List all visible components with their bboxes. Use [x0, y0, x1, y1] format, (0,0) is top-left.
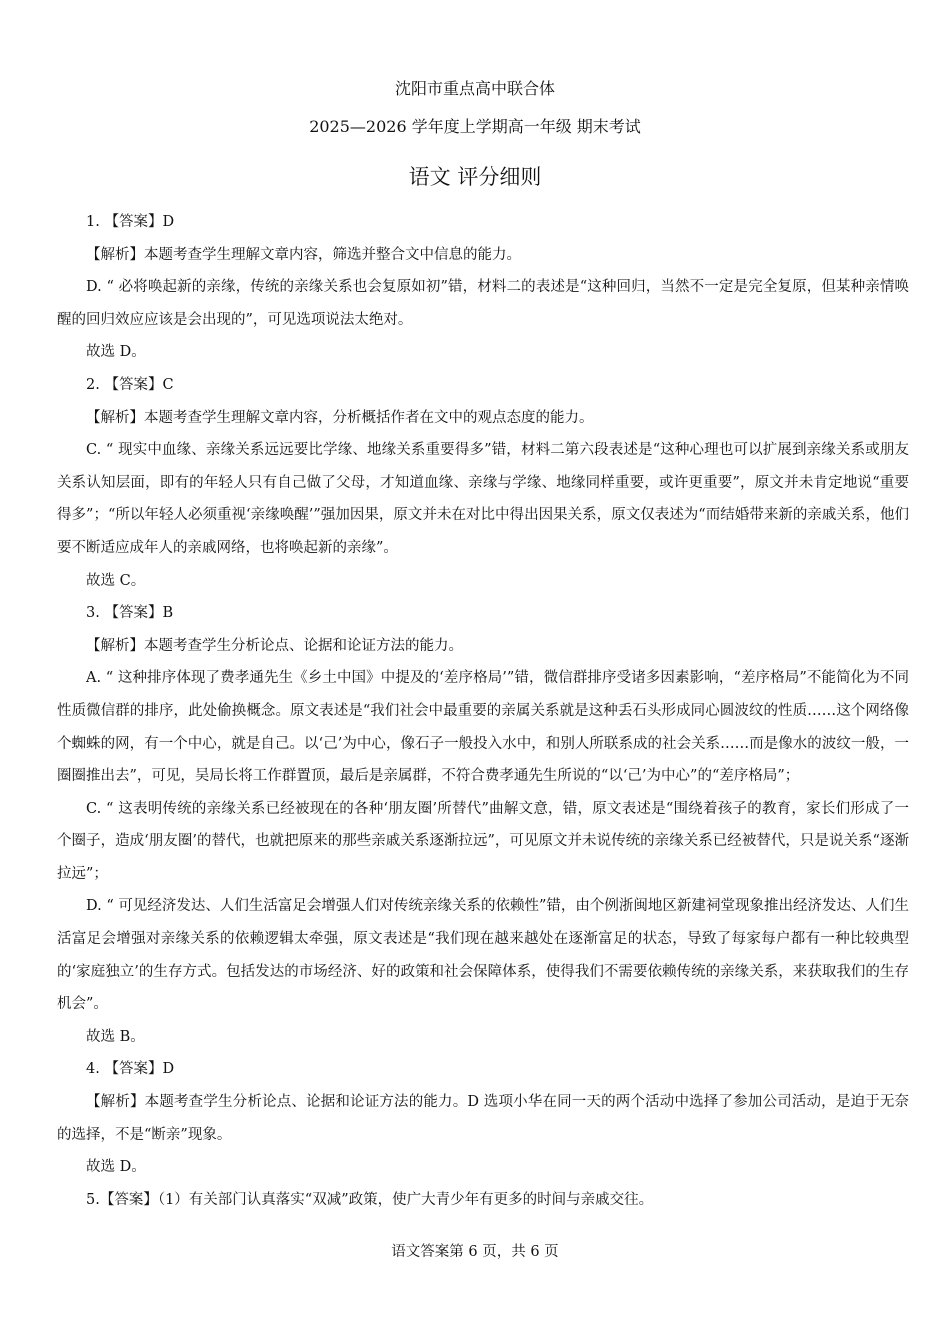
q1-choice: 故选 D。: [86, 344, 146, 361]
q3-answer: 3. 【答案】B: [86, 605, 174, 622]
q3-analysis: 【解析】本题考查学生分析论点、论据和论证方法的能力。: [86, 637, 463, 654]
page-title: 语文 评分细则: [408, 165, 542, 189]
q2-choice: 故选 C。: [86, 572, 146, 589]
q4-analysis: 【解析】本题考查学生分析论点、论据和论证方法的能力。D 选项小华在同一天的两个活动中选择了参加公司活动，是迫于无奈的选择，不是“断亲”现象。: [57, 1094, 909, 1143]
q3-choice: 故选 B。: [86, 1028, 145, 1045]
q2-answer: 2. 【答案】C: [86, 376, 174, 393]
organization-title: 沈阳市重点高中联合体: [394, 79, 555, 98]
answer-body: [57, 206, 909, 1216]
q4-answer: 4. 【答案】D: [86, 1061, 175, 1078]
q5-answer: 5.【答案】（1）有关部门认真落实“双减”政策，使广大青少年有更多的时间与亲戚交往。: [86, 1191, 654, 1208]
q2-option-c: C. “ 现实中血缘、亲缘关系远远要比学缘、地缘关系重要得多”错，材料二第六段表述是“这种心理也可以扩展到亲缘关系或朋友关系认知层面，即有的年轻人只有自己做了父母，才知道血缘、亲缘与学缘、地缘同样重要，或许更重要”，原文并未肯定地说“重要得多”；“所以年轻人必须重视‘亲缘唤醒’”强加因果，原文并未在对比中得出因果关系，原文仅表述为“而结婚带来新的亲戚关系，他们要不断适应成年人的亲戚网络，也将唤起新的亲缘”。: [57, 442, 909, 556]
q3-option-d: D. “ 可见经济发达、人们生活富足会增强人们对传统亲缘关系的依赖性”错，由个例浙闽地区新建祠堂现象推出经济发达、人们生活富足会增强对亲缘关系的依赖逻辑太牵强，原文表述是“我们现在越来越处在逐渐富足的状态，导致了每家每户都有一种比较典型的‘家庭独立’的生存方式。包括发达的市场经济、好的政策和社会保障体系，使得我们不需要依赖传统的亲缘关系，来获取我们的生存机会”。: [57, 898, 909, 1013]
q2-analysis: 【解析】本题考查学生理解文章内容，分析概括作者在文中的观点态度的能力。: [86, 409, 594, 426]
q1-option-d: D. “ 必将唤起新的亲缘，传统的亲缘关系也会复原如初”错，材料二的表述是“这种回归，当然不一定是完全复原，但某种亲情唤醒的回归效应应该是会出现的”，可见选项说法太绝对。: [57, 279, 909, 328]
q3-option-c: C. “ 这表明传统的亲缘关系已经被现在的各种‘朋友圈’所替代”曲解文意，错，原文表述是“围绕着孩子的教育，家长们形成了一个圈子，造成‘朋友圈’的替代，也就把原来的那些亲戚关系逐渐拉远”，可见原文并未说传统的亲缘关系已经被替代，只是说关系“逐渐拉远”；: [57, 800, 909, 882]
q4-choice: 故选 D。: [86, 1159, 146, 1176]
q1-answer: 1. 【答案】D: [86, 214, 175, 230]
q1-analysis: 【解析】本题考查学生理解文章内容，筛选并整合文中信息的能力。: [86, 246, 521, 263]
q3-option-a: A. “ 这种排序体现了费孝通先生《乡土中国》中提及的‘差序格局’”错，微信群排序受诸多因素影响，“差序格局”不能简化为不同性质微信群的排序，此处偷换概念。原文表述是“我们社会中最重要的亲属关系就是这种丢石头形成同心圆波纹的性质……这个网络像个蜘蛛的网，有一个中心，就是自己。以‘己’为中心，像石子一般投入水中，和别人所联系成的社会关系……而是像水的波纹一般，一圈圈推出去”，可见，吴局长将工作群置顶，最后是亲属群，不符合费孝通先生所说的“以‘己’为中心”的“差序格局”；: [57, 670, 909, 785]
page-footer: 语文答案第 6 页，共 6 页: [391, 1244, 559, 1260]
exam-title: 2025—2026 学年度上学期高一年级 期末考试: [309, 117, 641, 136]
